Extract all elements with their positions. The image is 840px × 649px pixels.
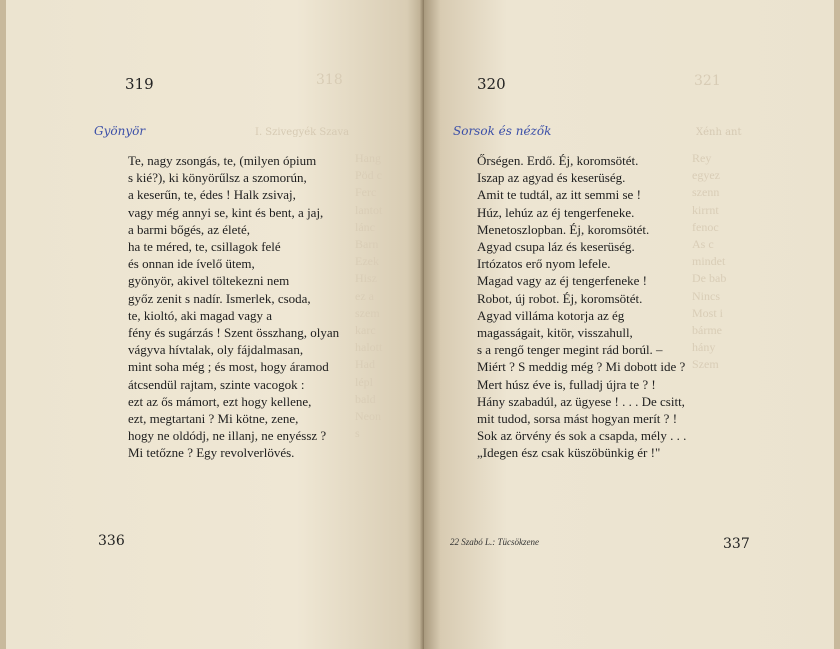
right-page-edge bbox=[834, 0, 840, 649]
poem-line: Miért ? S meddig még ? Mi dobott ide ? bbox=[477, 359, 686, 375]
left-page-edge bbox=[0, 0, 6, 649]
poem-line: magasságait, kitör, visszahull, bbox=[477, 325, 633, 341]
ghost-line: s bbox=[355, 426, 360, 441]
left-running-head: Gyönyör bbox=[94, 124, 146, 138]
poem-line: s kié?), ki könyörűlsz a szomorún, bbox=[128, 170, 307, 186]
poem-line: ezt, megtartani ? Mi kötne, zene, bbox=[128, 411, 299, 427]
right-footer-number: 337 bbox=[723, 536, 750, 552]
left-footer-number: 336 bbox=[98, 533, 125, 549]
ghost-line: Rey bbox=[692, 151, 712, 165]
ghost-line: lantot bbox=[355, 202, 383, 217]
right-ghost-running-head: Xénh ant bbox=[696, 127, 742, 138]
right-footer-signature: 22 Szabó L.: Tücsökzene bbox=[450, 537, 539, 547]
ghost-line: Hisz bbox=[355, 271, 377, 286]
ghost-line: lépl bbox=[355, 374, 373, 389]
ghost-line: ez a bbox=[355, 288, 374, 303]
ghost-line: Neon bbox=[355, 409, 381, 424]
poem-line: „Idegen ész csak küszöbünkig ér !" bbox=[477, 445, 661, 461]
ghost-line: bald bbox=[355, 391, 376, 406]
ghost-line: Hang bbox=[355, 151, 381, 165]
right-page-number: 320 bbox=[477, 75, 506, 93]
right-ghost-page-number: 321 bbox=[694, 73, 721, 89]
poem-line: Robot, új robot. Éj, koromsötét. bbox=[477, 290, 643, 306]
ghost-line: hány bbox=[692, 340, 716, 355]
poem-line: mint soha még ; és most, hogy áramod bbox=[128, 359, 329, 375]
poem-line: Mert húsz éve is, fulladj újra te ? ! bbox=[477, 376, 656, 392]
poem-line: mit tudod, sorsa mást hogyan merít ? ! bbox=[477, 411, 678, 427]
ghost-line: egyez bbox=[692, 168, 720, 183]
poem-line: fény és sugárzás ! Szent összhang, olyan bbox=[128, 325, 340, 341]
poem-line: Mi tetőzne ? Egy revolverlövés. bbox=[128, 445, 295, 461]
left-ghost-text bbox=[355, 150, 382, 442]
poem-line: ezt az ős mámort, ezt hogy kellene, bbox=[128, 393, 312, 409]
left-ghost-page-number: 318 bbox=[316, 72, 343, 88]
ghost-line: Nincs bbox=[692, 288, 720, 303]
ghost-line: mindet bbox=[692, 254, 726, 269]
ghost-line: As c bbox=[692, 237, 714, 252]
ghost-line: lánc bbox=[355, 219, 375, 234]
right-page bbox=[424, 0, 840, 649]
poem-line: és onnan ide ívelő ütem, bbox=[128, 256, 255, 272]
ghost-line: fenoc bbox=[692, 219, 719, 234]
ghost-line: Szem bbox=[692, 357, 719, 372]
poem-line: ha te méred, te, csillagok felé bbox=[128, 239, 281, 255]
ghost-line: De bab bbox=[692, 271, 727, 286]
poem-line: Agyad csupa láz és keserüség. bbox=[477, 239, 635, 255]
ghost-line: Had bbox=[355, 357, 375, 372]
ghost-line: szenn bbox=[692, 185, 720, 200]
ghost-line: kirrnt bbox=[692, 202, 719, 217]
left-page-number: 319 bbox=[125, 75, 154, 93]
right-poem bbox=[477, 152, 686, 462]
poem-line: a barmi bőgés, az életé, bbox=[128, 221, 250, 237]
poem-line: Húz, lehúz az éj tengerfeneke. bbox=[477, 204, 635, 220]
poem-line: átcsendül rajtam, szinte vacogok : bbox=[128, 376, 305, 392]
ghost-line: szem bbox=[355, 305, 380, 320]
left-ghost-running-head: I. Szivegyék Szava bbox=[255, 127, 350, 138]
poem-line: Iszap az agyad és keserüség. bbox=[477, 170, 626, 186]
poem-line: Sok az örvény és sok a csapda, mély . . . bbox=[477, 428, 687, 444]
right-running-head: Sorsok és nézők bbox=[453, 124, 552, 138]
left-poem bbox=[128, 152, 339, 462]
ghost-line: Ferc bbox=[355, 185, 377, 200]
poem-line: Irtózatos erő nyom lefele. bbox=[477, 256, 611, 272]
ghost-line: bárme bbox=[692, 323, 722, 338]
poem-line: Te, nagy zsongás, te, (milyen ópium bbox=[128, 153, 317, 168]
poem-line: Őrségen. Erdő. Éj, koromsötét. bbox=[477, 153, 639, 168]
poem-line: Amit te tudtál, az itt semmi se ! bbox=[477, 187, 641, 203]
poem-line: s a rengő tenger megint rád borúl. – bbox=[477, 342, 663, 358]
poem-line: győz zenit s nadír. Ismerlek, csoda, bbox=[128, 290, 311, 306]
ghost-line: karc bbox=[355, 323, 376, 338]
poem-line: gyönyör, akivel töltekezni nem bbox=[128, 273, 290, 289]
poem-line: Hány szabadúl, az ügyese ! . . . De csitt, bbox=[477, 393, 685, 409]
poem-line: hogy ne oldódj, ne illanj, ne enyéssz ? bbox=[128, 428, 327, 444]
ghost-line: halott bbox=[355, 340, 383, 355]
poem-line: vágyva hívtalak, oly fájdalmasan, bbox=[128, 342, 304, 358]
poem-line: Agyad villáma kotorja az ég bbox=[477, 307, 625, 323]
right-ghost-text bbox=[692, 150, 726, 374]
poem-line: Menetoszlopban. Éj, koromsötét. bbox=[477, 221, 650, 237]
poem-line: Magad vagy az éj tengerfeneke ! bbox=[477, 273, 647, 289]
ghost-line: Most i bbox=[692, 305, 724, 320]
poem-line: a keserűn, te, édes ! Halk zsivaj, bbox=[128, 187, 296, 203]
ghost-line: Barn bbox=[355, 237, 379, 252]
poem-line: te, kioltó, aki magad vagy a bbox=[128, 307, 273, 323]
ghost-line: Ezek bbox=[355, 254, 379, 269]
ghost-line: Pöd c bbox=[355, 168, 382, 183]
poem-line: vagy még annyi se, kint és bent, a jaj, bbox=[128, 204, 324, 220]
